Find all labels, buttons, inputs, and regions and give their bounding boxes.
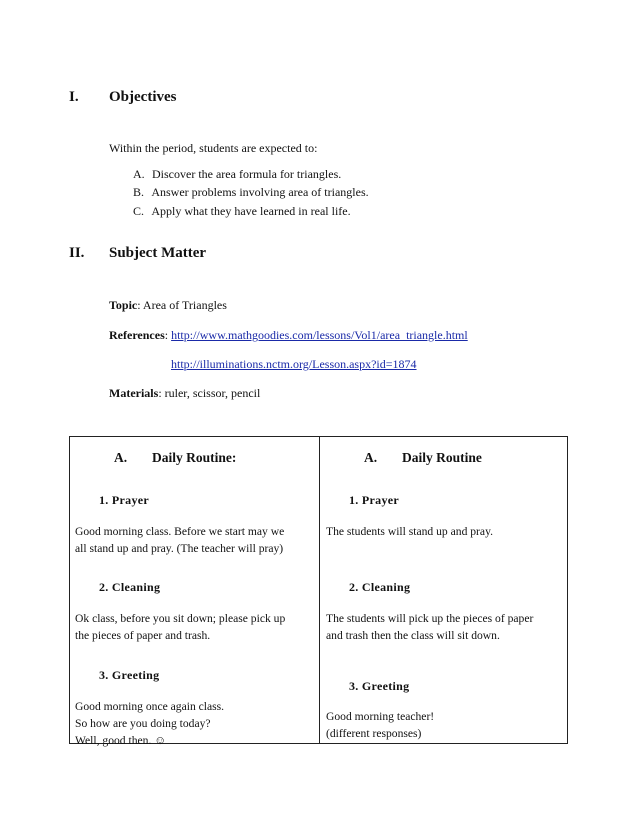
table-column-divider (319, 437, 320, 743)
topic-line (109, 297, 227, 313)
routine-table (69, 436, 568, 747)
objective-text: Discover the area formula for triangles. (152, 167, 342, 181)
left-step-title-cleaning: 2. Cleaning (99, 580, 161, 594)
left-step-text-cleaning (75, 610, 285, 644)
objective-text: Apply what they have learned in real life. (151, 204, 351, 218)
left-step-title-greeting: 3. Greeting (99, 668, 160, 682)
text-line: So how are you doing today? (75, 717, 211, 730)
section-title-subject-matter: Subject Matter (109, 245, 207, 261)
right-step-text-cleaning (326, 610, 533, 644)
objective-text: Answer problems involving area of triangles. (151, 185, 369, 199)
objective-letter: C. (133, 204, 145, 218)
left-step-title-prayer: 1. Prayer (99, 493, 150, 507)
materials-label: Materials (109, 386, 159, 400)
objective-item (133, 185, 369, 200)
reference-link-mathgoodies[interactable]: http://www.mathgoodies.com/lessons/Vol1/area_triangle.html (171, 328, 468, 342)
text-line: and trash then the class will sit down. (326, 629, 500, 642)
right-heading (364, 450, 482, 466)
text-line: Ok class, before you sit down; please pick up (75, 612, 286, 625)
topic-value: : Area of Triangles (137, 298, 227, 312)
objectives-intro: Within the period, students are expected to: (109, 141, 318, 155)
left-step-text-prayer (75, 523, 284, 557)
section-title-objectives: Objectives (109, 89, 177, 105)
right-step-title-greeting: 3. Greeting (349, 679, 410, 693)
section-number-objectives: I. (69, 89, 79, 105)
references-separator: : (164, 328, 172, 342)
right-step-title-cleaning: 2. Cleaning (349, 580, 411, 594)
right-heading-letter: A. (364, 450, 378, 465)
objective-item (133, 204, 351, 219)
left-heading-text: Daily Routine: (152, 450, 237, 465)
section-number-subject-matter: II. (69, 245, 85, 261)
objective-item (133, 167, 341, 182)
text-line: all stand up and pray. (The teacher will pray) (75, 542, 284, 555)
objective-letter: A. (133, 167, 145, 181)
text-line: (different responses) (326, 727, 422, 740)
left-heading-letter: A. (114, 450, 128, 465)
text-line: Good morning class. Before we start may we (75, 525, 285, 538)
right-step-title-prayer: 1. Prayer (349, 493, 400, 507)
right-step-text-greeting (326, 708, 434, 742)
right-heading-text: Daily Routine (402, 450, 482, 465)
text-line: The students will pick up the pieces of paper (326, 612, 534, 625)
left-step-text-greeting (75, 698, 224, 749)
reference-link-illuminations[interactable]: http://illuminations.nctm.org/Lesson.aspx?id=1874 (171, 357, 417, 371)
references-line (109, 327, 468, 343)
objective-letter: B. (133, 185, 145, 199)
left-heading (114, 450, 236, 466)
materials-line (109, 385, 260, 401)
materials-value: : ruler, scissor, pencil (158, 386, 261, 400)
text-line: Good morning teacher! (326, 710, 435, 723)
text-line: the pieces of paper and trash. (75, 629, 211, 642)
text-line: Well, good then. ☺ (75, 734, 167, 747)
references-label: References (109, 328, 165, 342)
topic-label: Topic (109, 298, 138, 312)
text-line: Good morning once again class. (75, 700, 225, 713)
reference-line-2 (171, 356, 417, 372)
right-step-text-prayer (326, 523, 493, 540)
text-line: The students will stand up and pray. (326, 525, 494, 538)
